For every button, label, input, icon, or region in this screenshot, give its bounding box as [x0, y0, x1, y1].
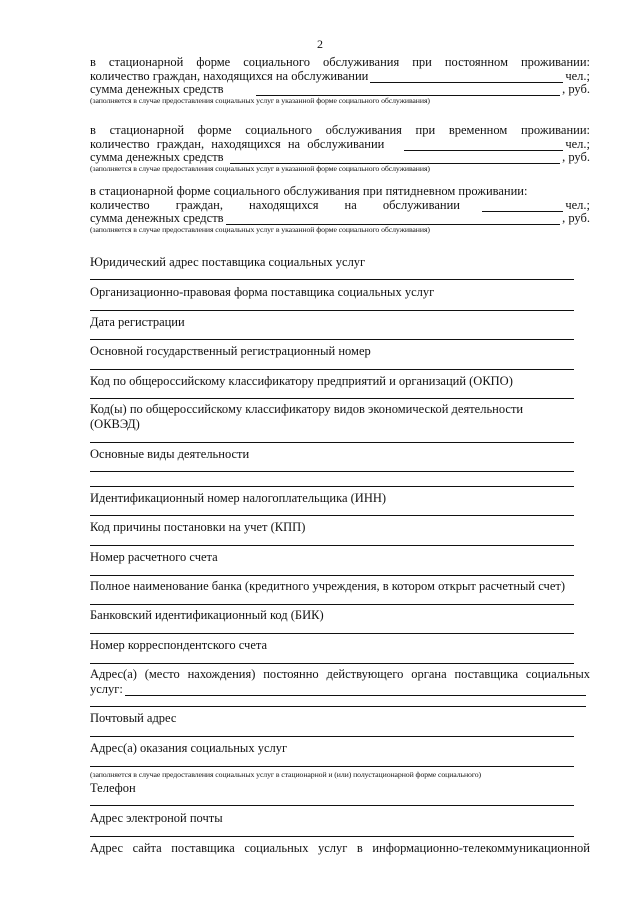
account-number-label: Номер расчетного счета — [90, 550, 218, 564]
sum-label: сумма денежных средств — [90, 150, 224, 164]
sum-unit: , руб. — [562, 150, 590, 164]
legal-address-label: Юридический адрес поставщика социальных услуг — [90, 255, 366, 269]
section-heading: в стационарной форме социального обслуживания при постоянном проживании: — [90, 55, 590, 69]
page-number: 2 — [317, 37, 323, 51]
section-heading: в стационарной форме социального обслуживания при пятидневном проживании: — [90, 184, 528, 198]
section-note: (заполняется в случае предоставления социальных услуг в указанной форме социального обслуживания) — [90, 225, 430, 234]
section-stationary-temporary — [90, 124, 590, 174]
count-label: количество граждан, находящихся на обслуживании — [90, 137, 385, 151]
phone-field[interactable] — [90, 805, 574, 806]
email-field[interactable] — [90, 836, 574, 837]
registration-date-label: Дата регистрации — [90, 315, 185, 329]
bank-name-label: Полное наименование банка (кредитного учреждения, в котором открыт расчетный счет) — [90, 579, 566, 593]
registration-date-field[interactable] — [90, 339, 574, 340]
main-activities-field-2[interactable] — [90, 486, 574, 487]
count-unit: чел.; — [565, 69, 590, 83]
sum-unit: , руб. — [562, 82, 590, 96]
body-address-label-line1: Адрес(а) (место нахождения) постоянно действующего органа поставщика социальных — [90, 667, 590, 681]
corr-account-label: Номер корреспондентского счета — [90, 638, 268, 652]
sum-field[interactable] — [256, 84, 561, 96]
count-unit: чел.; — [565, 198, 590, 212]
postal-address-label: Почтовый адрес — [90, 711, 177, 725]
sum-field[interactable] — [226, 213, 561, 225]
count-label: количество граждан, находящихся на обслуживании — [90, 198, 460, 212]
ogrn-label: Основной государственный регистрационный номер — [90, 344, 371, 358]
bik-field[interactable] — [90, 633, 574, 634]
account-number-field[interactable] — [90, 575, 574, 576]
legal-form-label: Организационно-правовая форма поставщика социальных услуг — [90, 285, 435, 299]
service-address-label: Адрес(а) оказания социальных услуг — [90, 741, 288, 755]
bank-name-field[interactable] — [90, 604, 574, 605]
count-unit: чел.; — [565, 137, 590, 151]
count-field[interactable] — [370, 71, 563, 83]
okved-field[interactable] — [90, 442, 574, 443]
email-label: Адрес электроной почты — [90, 811, 223, 825]
ogrn-field[interactable] — [90, 369, 574, 370]
kpp-field[interactable] — [90, 545, 574, 546]
okpo-label: Код по общероссийскому классификатору предприятий и организаций (ОКПО) — [90, 374, 513, 388]
sum-label: сумма денежных средств — [90, 82, 224, 96]
sum-unit: , руб. — [562, 211, 590, 225]
postal-address-field[interactable] — [90, 736, 574, 737]
body-address-label-line2: услуг: — [90, 682, 123, 696]
count-field[interactable] — [482, 200, 563, 212]
section-note: (заполняется в случае предоставления социальных услуг в указанной форме социального обслуживания) — [90, 164, 430, 173]
phone-label: Телефон — [90, 781, 136, 795]
section-heading: в стационарной форме социального обслуживания при временном проживании: — [90, 123, 590, 137]
inn-label: Идентификационный номер налогоплательщика (ИНН) — [90, 491, 387, 505]
service-address-field[interactable] — [90, 766, 574, 767]
main-activities-label: Основные виды деятельности — [90, 447, 250, 461]
section-stationary-permanent — [90, 56, 590, 106]
corr-account-field[interactable] — [90, 663, 574, 664]
bik-label: Банковский идентификационный код (БИК) — [90, 608, 324, 622]
count-field[interactable] — [404, 139, 563, 151]
okpo-field[interactable] — [90, 398, 574, 399]
count-label: количество граждан, находящихся на обслуживании — [90, 69, 369, 83]
legal-address-field[interactable] — [90, 279, 574, 280]
sum-field[interactable] — [230, 152, 561, 164]
website-label: Адрес сайта поставщика социальных услуг в информационно-телекоммуникационной — [90, 841, 590, 855]
section-stationary-fiveday — [90, 185, 590, 235]
main-activities-field-1[interactable] — [90, 471, 574, 472]
service-address-note: (заполняется в случае предоставления социальных услуг в стационарной и (или) полустационарной форме социального) — [90, 770, 482, 779]
okved-label-line1: Код(ы) по общероссийскому классификатору видов экономической деятельности — [90, 402, 524, 416]
legal-form-field[interactable] — [90, 310, 574, 311]
sum-label: сумма денежных средств — [90, 211, 224, 225]
body-address-field-2[interactable] — [90, 706, 586, 707]
inn-field[interactable] — [90, 515, 574, 516]
kpp-label: Код причины постановки на учет (КПП) — [90, 520, 306, 534]
okved-label-line2: (ОКВЭД) — [90, 417, 140, 431]
body-address-field[interactable] — [125, 684, 586, 696]
section-note: (заполняется в случае предоставления социальных услуг в указанной форме социального обслуживания) — [90, 96, 430, 105]
